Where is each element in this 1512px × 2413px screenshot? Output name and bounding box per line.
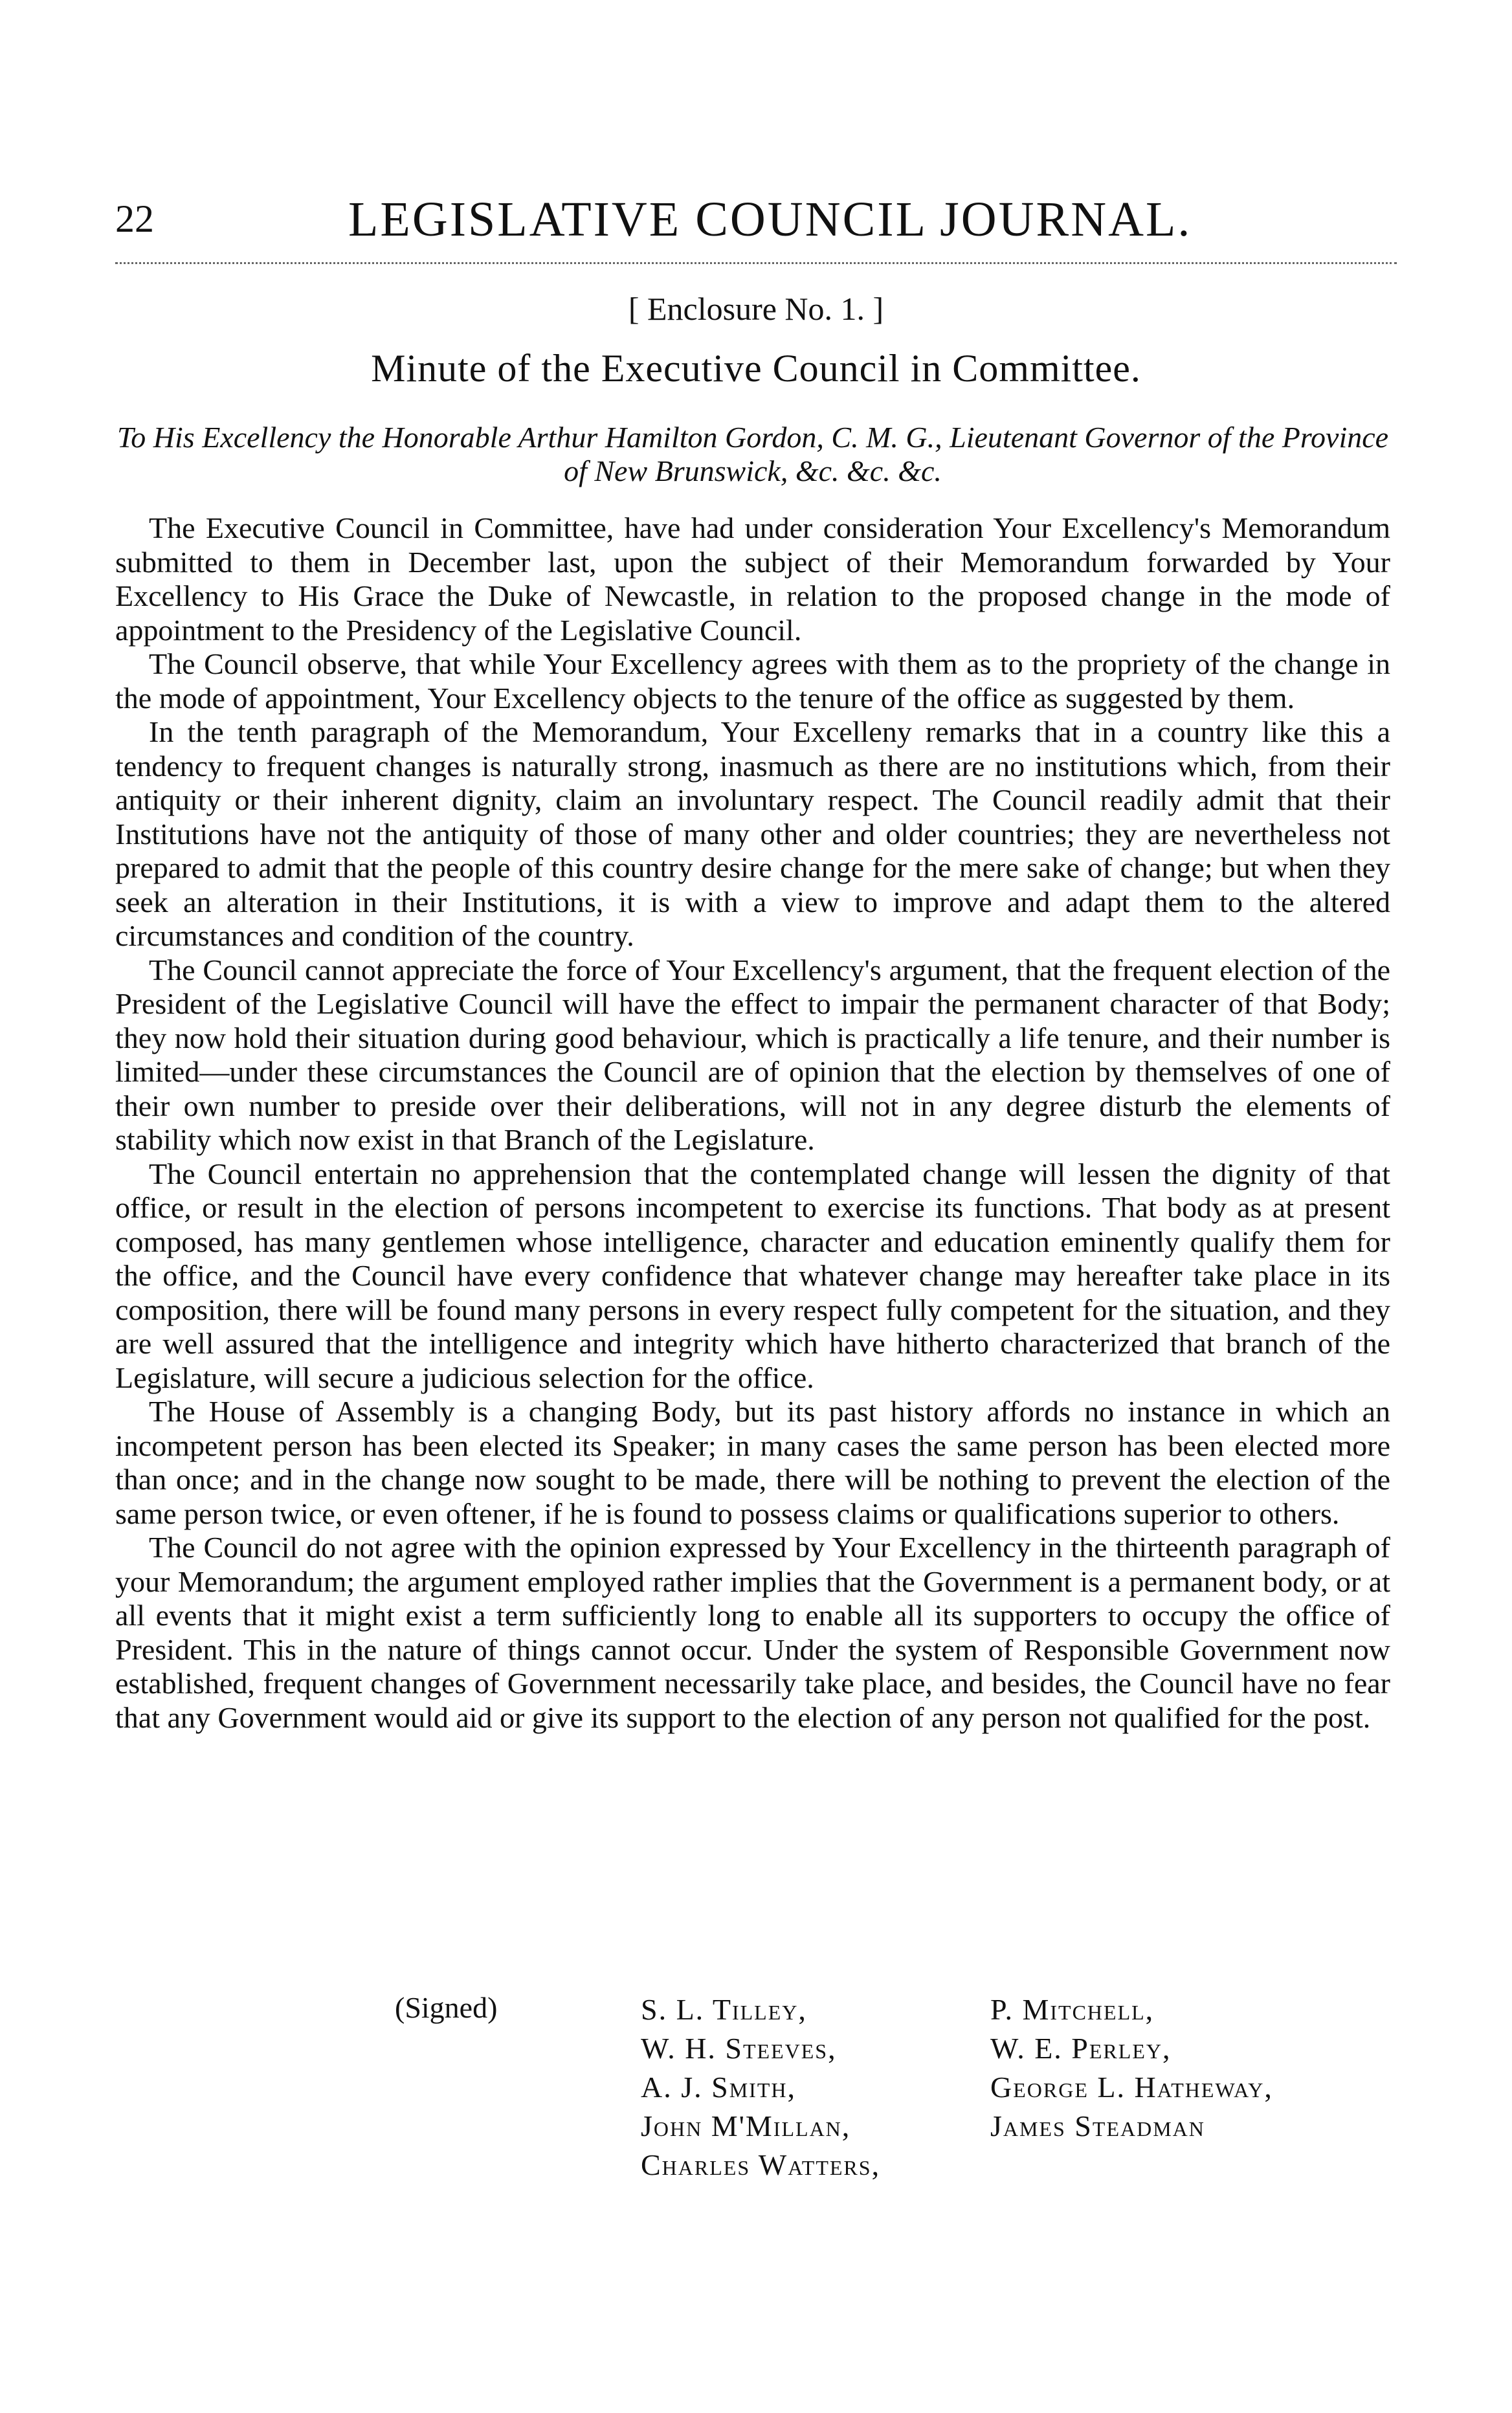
header-rule — [115, 262, 1397, 264]
signature: George L. Hatheway, — [990, 2071, 1273, 2104]
paragraph: The Council cannot appreciate the force of Your Excellency's argument, that the frequent election of the President of the Legislative Council will have the effect to impair the permanent character of that Body; they now hold their situation during good behaviour, which is practically a life tenure, and their number is limited—under these circumstances the Council are of opinion that the election by themselves of one of their own number to preside over their deliberations, will not in any degree disturb the elements of stability which now exist in that Branch of the Legislature. — [115, 953, 1390, 1156]
minute-body — [115, 511, 1390, 1735]
address-line: To His Excellency the Honorable Arthur Hamilton Gordon, C. M. G., Lieutenant Governor of the Province of New Brunswick, &c. &c. &c. — [117, 421, 1389, 487]
paragraph: The Council do not agree with the opinion expressed by Your Excellency in the thirteenth paragraph of your Memorandum; the argument employed rather implies that the Government is a permanent body, or at all events that it might exist a term sufficiently long to enable all its supporters to occupy the office of President. This in the nature of things cannot occur. Under the system of Responsible Government now established, frequent changes of Government necessarily take place, and besides, the Council have no fear that any Government would aid or give its support to the election of any person not qualified for the post. — [115, 1531, 1390, 1734]
paragraph: The Council observe, that while Your Excellency agrees with them as to the propriety of the change in the mode of appointment, Your Excellency objects to the tenure of the office as suggested by them. — [115, 647, 1390, 715]
signature-block — [395, 1990, 1405, 2185]
running-title: LEGISLATIVE COUNCIL JOURNAL. — [348, 192, 1192, 247]
paragraph: The House of Assembly is a changing Body, but its past history affords no instance in which an incompetent person has been elected its Speaker; in many cases the same person has been elected more than once; and in the change now sought to be made, there will be nothing to prevent the election of the same person twice, or even oftener, if he is found to possess claims or qualifications superior to others. — [115, 1395, 1390, 1530]
signature: W. H. Steeves, — [641, 2032, 837, 2065]
signature: S. L. Tilley, — [641, 1993, 807, 2026]
page-header — [115, 192, 1397, 269]
signature: James Steadman — [990, 2109, 1205, 2142]
enclosure-label: [ Enclosure No. 1. ] — [628, 291, 884, 327]
signature: A. J. Smith, — [641, 2071, 796, 2104]
paragraph: The Council entertain no apprehension that the contemplated change will lessen the dignity of that office, or result in the election of persons incompetent to exercise its functions. That body as at present composed, has many gentlemen whose intelligence, character and education eminently qualify them for the office, and the Council have every confidence that whatever change may hereafter take place in its composition, there will be found many persons in every respect fully competent for the situation, and they are well assured that the intelligence and integrity which have hitherto characterized that branch of the Legislature, will secure a judicious selection for the office. — [115, 1157, 1390, 1394]
paragraph: The Executive Council in Committee, have had under consideration Your Excellency's Memorandum submitted to them in December last, upon the subject of their Memorandum forwarded by Your Excellency to His Grace the Duke of Newcastle, in relation to the proposed change in the mode of appointment to the Presidency of the Legislative Council. — [115, 511, 1390, 647]
minute-title: Minute of the Executive Council in Committee. — [371, 347, 1141, 390]
signature: Charles Watters, — [641, 2148, 881, 2181]
signature: W. E. Perley, — [990, 2032, 1172, 2065]
paragraph: In the tenth paragraph of the Memorandum, Your Excelleny remarks that in a country like this a tendency to frequent changes is naturally strong, inasmuch as there are no institutions which, from their antiquity or their inherent dignity, claim an involuntary respect. The Council readily admit that their Institutions have not the antiquity of those of many other and older countries; they are nevertheless not prepared to admit that the people of this country desire change for the mere sake of change; but when they seek an alteration in their Institutions, it is with a view to improve and adapt them to the altered circumstances and condition of the country. — [115, 715, 1390, 952]
page-number: 22 — [115, 197, 154, 240]
signature-column-right — [990, 1990, 1273, 2146]
signature-column-left — [641, 1990, 880, 2185]
signed-label: (Signed) — [395, 1991, 498, 2024]
signature: P. Mitchell, — [990, 1993, 1155, 2026]
signature: John M'Millan, — [641, 2109, 851, 2142]
